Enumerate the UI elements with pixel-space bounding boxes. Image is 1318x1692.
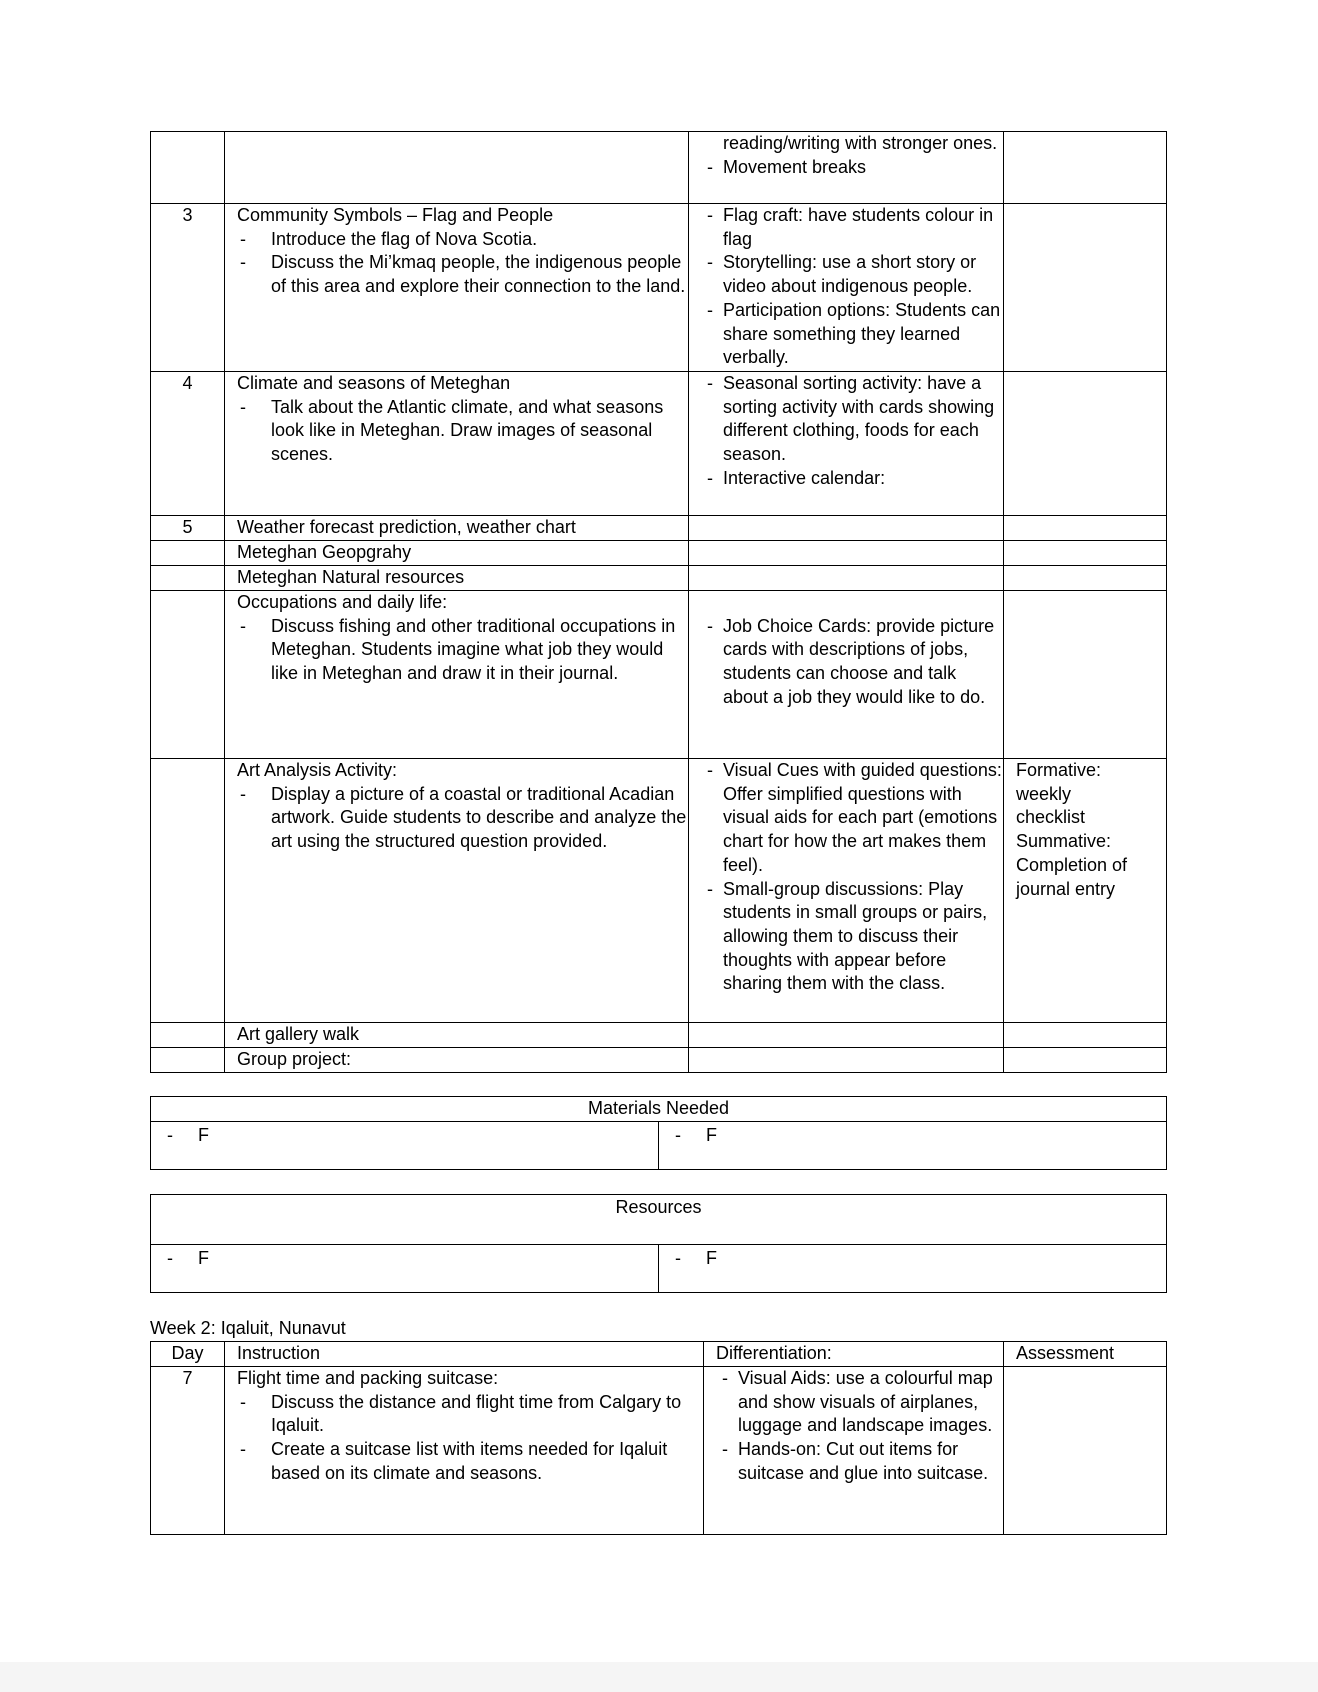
differentiation-item: - Seasonal sorting activity: have a sorting activity with cards showing different clothing, foods for each season.: [707, 372, 1003, 467]
instruction-list: [237, 1391, 703, 1486]
differentiation-cell: [689, 132, 1004, 204]
table-row: [151, 516, 1167, 541]
instruction-cell: [225, 516, 689, 541]
day-cell: [151, 541, 225, 566]
instruction-item: - Introduce the flag of Nova Scotia.: [237, 228, 688, 252]
day-cell: [151, 1023, 225, 1048]
differentiation-item: - Visual Cues with guided questions: Offer simplified questions with visual aids for each part (emotions chart for how the art makes them feel).: [707, 759, 1003, 878]
differentiation-cell: [689, 541, 1004, 566]
table-row: [151, 132, 1167, 204]
differentiation-cell: [689, 1048, 1004, 1073]
instruction-item: - Discuss fishing and other traditional occupations in Meteghan. Students imagine what job they would like in Meteghan and draw it in their journal.: [237, 615, 688, 686]
table-row: [151, 1048, 1167, 1073]
differentiation-list: [707, 372, 1003, 491]
differentiation-cell: [689, 372, 1004, 516]
day-cell: [151, 591, 225, 759]
header-differentiation: Differentiation:: [704, 1342, 1004, 1367]
table-row: [151, 1367, 1167, 1535]
instruction-title: Occupations and daily life:: [237, 592, 448, 612]
differentiation-cell: [689, 759, 1004, 1023]
materials-left-cell: [151, 1122, 659, 1170]
assessment-cell: [1004, 566, 1167, 591]
instruction-title: Community Symbols – Flag and People: [237, 205, 554, 225]
differentiation-text: reading/writing with stronger ones.: [723, 133, 998, 153]
assessment-cell: [1004, 132, 1167, 204]
instruction-list: [237, 783, 688, 854]
day-cell: [151, 759, 225, 1023]
differentiation-item: - Small-group discussions: Play students in small groups or pairs, allowing them to discuss their thoughts with appear before sharing them with the class.: [707, 878, 1003, 997]
day-cell: [151, 566, 225, 591]
differentiation-item: - Interactive calendar:: [707, 467, 1003, 491]
header-day: Day: [151, 1342, 225, 1367]
assessment-cell: [1004, 541, 1167, 566]
instruction-cell: [225, 1048, 689, 1073]
differentiation-item: - Hands-on: Cut out items for suitcase and glue into suitcase.: [722, 1438, 1003, 1485]
resources-left-cell: [151, 1245, 659, 1293]
differentiation-item: - Flag craft: have students colour in flag: [707, 204, 1003, 251]
differentiation-list: [707, 204, 1003, 370]
table-row: [151, 566, 1167, 591]
instruction-title: Flight time and packing suitcase:: [237, 1368, 499, 1388]
differentiation-item: - Visual Aids: use a colourful map and show visuals of airplanes, luggage and landscape images.: [722, 1367, 1003, 1438]
instruction-cell: [225, 1367, 704, 1535]
instruction-title: Group project:: [237, 1049, 352, 1069]
differentiation-list: [722, 1367, 1003, 1486]
instruction-list: [237, 396, 688, 467]
materials-right-cell: [659, 1122, 1167, 1170]
table-row: [151, 759, 1167, 1023]
day-cell: 5: [151, 516, 225, 541]
differentiation-cell: [689, 566, 1004, 591]
assessment-cell: [1004, 516, 1167, 541]
assessment-cell: [1004, 1048, 1167, 1073]
assessment-cell: [1004, 759, 1167, 1023]
instruction-item: - Create a suitcase list with items needed for Iqaluit based on its climate and seasons.: [237, 1438, 703, 1485]
instruction-title: Meteghan Natural resources: [237, 567, 465, 587]
table-row: [151, 204, 1167, 372]
instruction-cell: [225, 566, 689, 591]
differentiation-item: [707, 156, 1003, 180]
differentiation-cell: [689, 516, 1004, 541]
differentiation-text: Movement breaks: [723, 156, 867, 177]
differentiation-item: - Storytelling: use a short story or video about indigenous people.: [707, 251, 1003, 298]
bullet-dash: -: [167, 1248, 173, 1268]
assessment-line: Summative:: [1016, 831, 1112, 852]
day-cell: 4: [151, 372, 225, 516]
differentiation-cell: [689, 204, 1004, 372]
table-row: [151, 591, 1167, 759]
instruction-title: Weather forecast prediction, weather chart: [237, 517, 576, 537]
table-row: [151, 541, 1167, 566]
instruction-title: Art Analysis Activity:: [237, 760, 398, 780]
instruction-title: Meteghan Geopgrahy: [237, 542, 412, 562]
differentiation-list: [707, 615, 1003, 710]
assessment-cell: [1004, 591, 1167, 759]
instruction-item: - Discuss the Mi’kmaq people, the indigenous people of this area and explore their connection to the land.: [237, 251, 688, 298]
assessment-cell: [1004, 372, 1167, 516]
page-footer-strip: [0, 1662, 1318, 1692]
instruction-cell: [225, 204, 689, 372]
bullet-dash: -: [675, 1125, 681, 1145]
assessment-line: Completion of journal entry: [1016, 854, 1128, 899]
materials-items-row: [151, 1122, 1167, 1170]
resources-title: Resources: [151, 1195, 1167, 1245]
instruction-cell: [225, 541, 689, 566]
materials-item: F: [706, 1125, 717, 1145]
instruction-cell: [225, 372, 689, 516]
differentiation-cell: [689, 1023, 1004, 1048]
materials-item: F: [198, 1125, 209, 1145]
table-row: [151, 1023, 1167, 1048]
resources-items-row: [151, 1245, 1167, 1293]
lesson-plan-table: [150, 131, 1167, 1073]
header-assessment: Assessment: [1004, 1342, 1167, 1367]
bullet-dash: -: [167, 1125, 173, 1145]
day-cell: [151, 1048, 225, 1073]
header-instruction: Instruction: [225, 1342, 704, 1367]
day-cell: 3: [151, 204, 225, 372]
resources-item: F: [706, 1248, 717, 1268]
table-row: [151, 372, 1167, 516]
resources-right-cell: [659, 1245, 1167, 1293]
differentiation-item-continued: [707, 132, 1003, 156]
materials-title: Materials Needed: [151, 1097, 1167, 1122]
assessment-cell: [1004, 1023, 1167, 1048]
assessment-line: weekly checklist: [1016, 783, 1086, 828]
instruction-list: [237, 615, 688, 686]
week-2-title: Week 2: Iqaluit, Nunavut: [150, 1318, 346, 1338]
instruction-cell: [225, 591, 689, 759]
instruction-title: Art gallery walk: [237, 1024, 360, 1044]
resources-table: [150, 1194, 1167, 1293]
instruction-cell: [225, 132, 689, 204]
resources-header-row: [151, 1195, 1167, 1245]
week-2-header-row: [151, 1342, 1167, 1367]
week-2-table: [150, 1341, 1167, 1535]
instruction-item: - Display a picture of a coastal or traditional Acadian artwork. Guide students to describe and analyze the art using the structured question provided.: [237, 783, 688, 854]
assessment-line: Formative:: [1016, 760, 1102, 780]
assessment-cell: [1004, 204, 1167, 372]
differentiation-item: - Participation options: Students can share something they learned verbally.: [707, 299, 1003, 370]
instruction-cell: [225, 1023, 689, 1048]
differentiation-cell: [689, 591, 1004, 759]
instruction-item: - Talk about the Atlantic climate, and what seasons look like in Meteghan. Draw images of seasonal scenes.: [237, 396, 688, 467]
assessment-cell: [1004, 1367, 1167, 1535]
materials-table: [150, 1096, 1167, 1170]
instruction-list: [237, 228, 688, 299]
instruction-title: Climate and seasons of Meteghan: [237, 373, 511, 393]
day-cell: 7: [151, 1367, 225, 1535]
resources-item: F: [198, 1248, 209, 1268]
day-cell: [151, 132, 225, 204]
materials-header-row: [151, 1097, 1167, 1122]
differentiation-cell: [704, 1367, 1004, 1535]
differentiation-list: [707, 759, 1003, 996]
instruction-item: - Discuss the distance and flight time from Calgary to Iqaluit.: [237, 1391, 703, 1438]
differentiation-item: - Job Choice Cards: provide picture cards with descriptions of jobs, students can choose and talk about a job they would like to do.: [707, 615, 1003, 710]
instruction-cell: [225, 759, 689, 1023]
differentiation-list: [707, 132, 1003, 179]
bullet-dash: -: [675, 1248, 681, 1268]
